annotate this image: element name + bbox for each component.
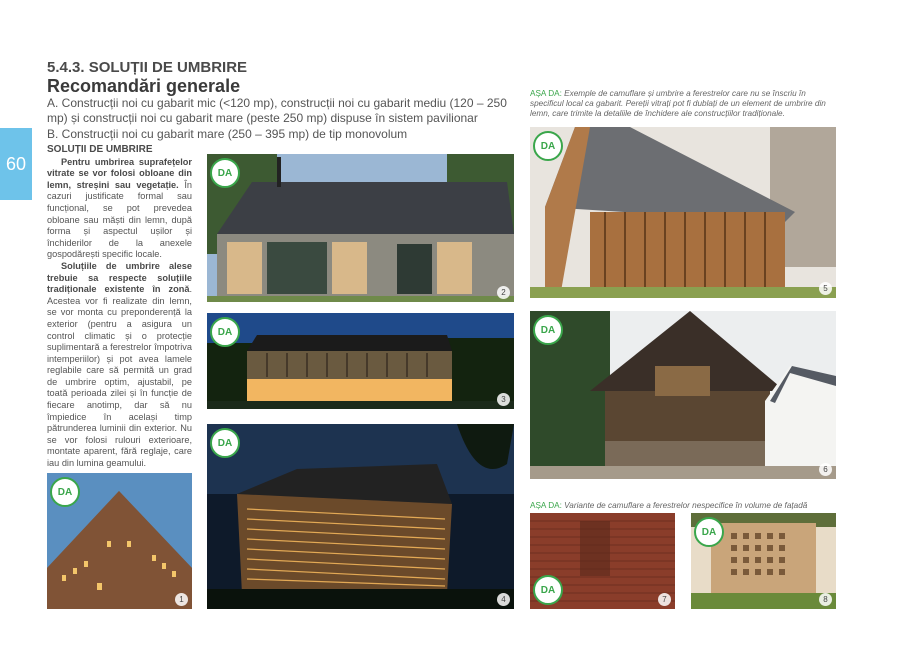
page-title: Recomandări generale bbox=[47, 76, 241, 96]
photo-8 bbox=[691, 513, 836, 609]
photo-number-4: 4 bbox=[497, 593, 510, 606]
body-text-column bbox=[47, 144, 192, 470]
photo-number-1: 1 bbox=[175, 593, 188, 606]
paragraph-2-bold: Soluțiile de umbrire alese trebuie sa respecte soluțiile tradiționale existente în zonă bbox=[47, 260, 192, 295]
photo-2 bbox=[207, 154, 514, 302]
badge-da-8: DA bbox=[694, 517, 724, 547]
paragraph-2 bbox=[47, 261, 192, 470]
photo-4 bbox=[207, 424, 514, 609]
photo-7 bbox=[530, 513, 675, 609]
photo-number-3: 3 bbox=[497, 393, 510, 406]
photo-5 bbox=[530, 127, 836, 298]
badge-da-3: DA bbox=[210, 317, 240, 347]
paragraph-1 bbox=[47, 157, 192, 261]
badge-da-1: DA bbox=[50, 477, 80, 507]
caption-top bbox=[530, 89, 836, 119]
paragraph-2-rest: . Acestea vor fi realizate din lemn, se vor monta cu preponderență la exterior (pentru a asigura un control climatic și o protecție suplimentară a ferestrelor împotriva intemperiilor) și pot avea lamele reglabile care să permită un grad de umbrire optim, ajustabil, pe toată perioada zilei și în funcție de fiecare anotimp, dar să nu împiedice în același timp pătrunderea luminii din exterior. Nu se vor folosi rulouri exterioare, montate aparent, fără reglaje, care iau din lumina geamului. bbox=[47, 284, 192, 469]
photo-number-8: 8 bbox=[819, 593, 832, 606]
caption-bottom-label: AȘA DA: bbox=[530, 501, 562, 510]
photo-3 bbox=[207, 313, 514, 409]
caption-top-text: Exemple de camuflare și umbrire a ferestrelor care nu se înscriu în specificul local ca gabarit. Pereții vitrați pot fi dublați de un element de umbrire din lemn, care trimite la detaliile de închidere ale construcțiilor tradiționale. bbox=[530, 89, 826, 118]
subtitle-a: A. Construcții noi cu gabarit mic (<120 mp), construcții noi cu gabarit mediu (120 – 250 mp) și construcții noi cu gabarit mare (peste 250 mp) dispuse în sistem pavilionar bbox=[47, 96, 507, 125]
paragraph-1-bold: Pentru umbrirea suprafețelor vitrate se vor folosi obloane din lemn, streșini sau vegetație. bbox=[47, 156, 192, 190]
badge-da-2: DA bbox=[210, 158, 240, 188]
caption-bottom-text: Variante de camuflare a ferestrelor nespecifice în volume de fațadă bbox=[561, 501, 808, 510]
badge-da-5: DA bbox=[533, 131, 563, 161]
badge-da-4: DA bbox=[210, 428, 240, 458]
section-title: 5.4.3. SOLUȚII DE UMBRIRE bbox=[47, 59, 248, 76]
page-number: 60 bbox=[0, 128, 32, 200]
photo-number-6: 6 bbox=[819, 463, 832, 476]
photo-number-5: 5 bbox=[819, 282, 832, 295]
caption-bottom bbox=[530, 501, 836, 511]
badge-da-6: DA bbox=[533, 315, 563, 345]
subtitle-b: B. Construcții noi cu gabarit mare (250 – 395 mp) de tip monovolum bbox=[47, 127, 408, 141]
badge-da-7: DA bbox=[533, 575, 563, 605]
photo-1 bbox=[47, 473, 192, 609]
caption-top-label: AȘA DA: bbox=[530, 89, 562, 98]
body-heading: SOLUȚII DE UMBRIRE bbox=[47, 144, 153, 155]
photo-number-7: 7 bbox=[658, 593, 671, 606]
photo-number-2: 2 bbox=[497, 286, 510, 299]
paragraph-1-rest: În cazuri justificate formal sau funcțional, se pot prevedea obloane sau măști din lemn, după forma și aspectul ușilor și închiderilor de la anexele gospodărești specific locale. bbox=[47, 179, 192, 260]
photo-6 bbox=[530, 311, 836, 479]
